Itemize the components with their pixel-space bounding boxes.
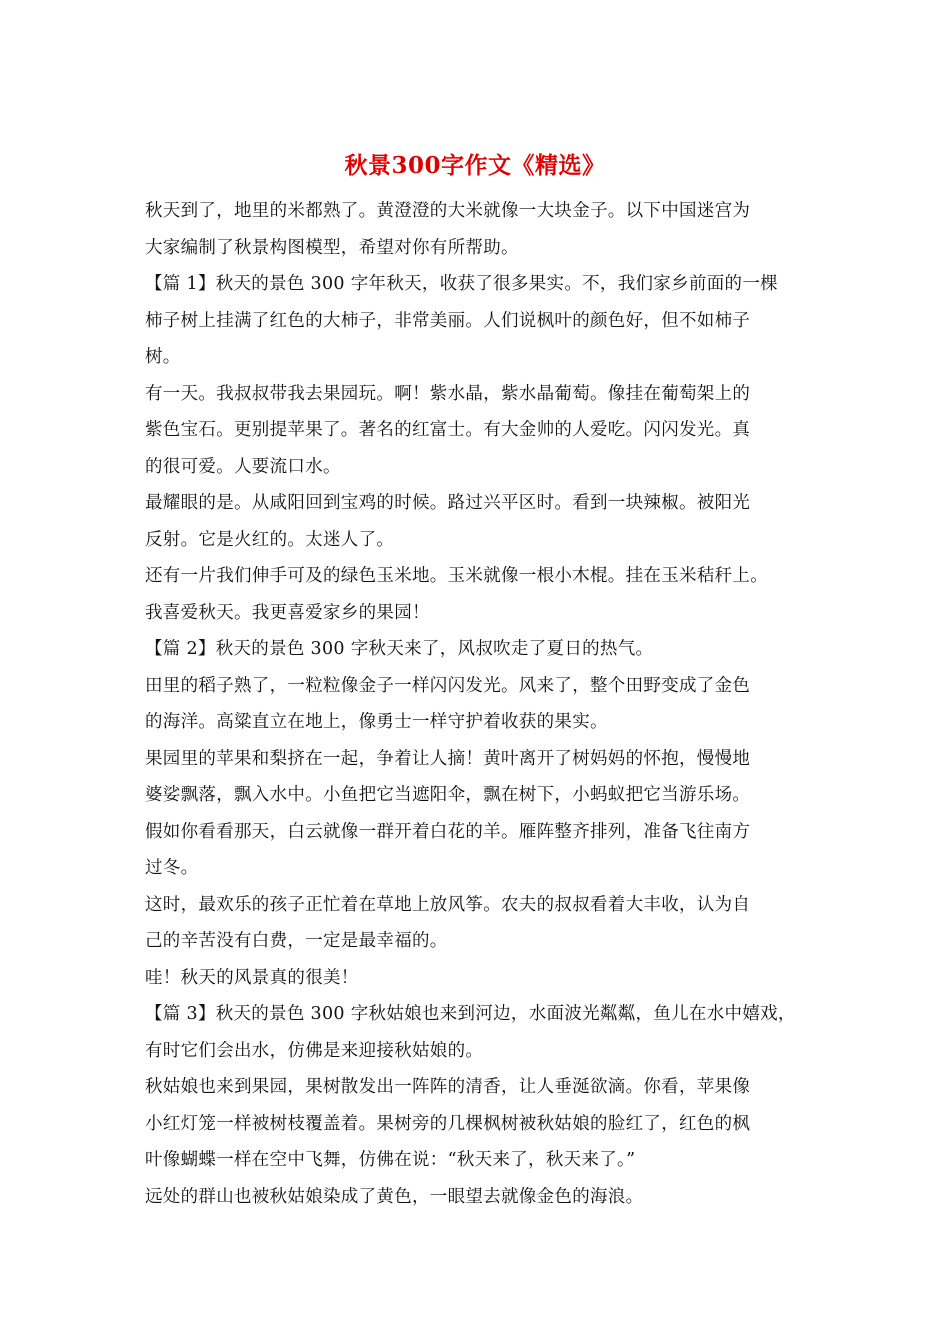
text-line: 最耀眼的是。从咸阳回到宝鸡的时候。路过兴平区时。看到一块辣椒。被阳光 xyxy=(145,493,751,513)
page-title: 秋景300字作文《精选》 xyxy=(344,152,606,179)
text-line: 我喜爱秋天。我更喜爱家乡的果园！ xyxy=(145,602,430,623)
text-line: 【篇 2】秋天的景色 300 字秋天来了，风叔吹走了夏日的热气。 xyxy=(145,639,654,659)
text-line: 果园里的苹果和梨挤在一起，争着让人摘！黄叶离开了树妈妈的怀抱，慢慢地 xyxy=(145,748,751,769)
text-line: 大家编制了秋景构图模型，希望对你有所帮助。 xyxy=(145,237,519,258)
text-line: 哇！秋天的风景真的很美！ xyxy=(145,967,359,988)
text-line: 小红灯笼一样被树枝覆盖着。果树旁的几棵枫树被秋姑娘的脸红了，红色的枫 xyxy=(145,1113,751,1134)
text-line: 的很可爱。人要流口水。 xyxy=(145,456,341,477)
text-line: 树。 xyxy=(145,347,181,367)
text-line: 秋天到了，地里的米都熟了。黄澄澄的大米就像一大块金子。以下中国迷宫为 xyxy=(145,201,751,221)
text-line: 过冬。 xyxy=(145,858,199,878)
text-line: 婆娑飘落，飘入水中。小鱼把它当遮阳伞，飘在树下，小蚂蚁把它当游乐场。 xyxy=(145,785,751,805)
essay-body xyxy=(145,196,845,1218)
text-line: 反射。它是火红的。太迷人了。 xyxy=(145,529,395,550)
text-line: 叶像蝴蝶一样在空中飞舞，仿佛在说：“秋天来了，秋天来了。” xyxy=(145,1150,636,1170)
text-line: 有一天。我叔叔带我去果园玩。啊！紫水晶，紫水晶葡萄。像挂在葡萄架上的 xyxy=(145,383,751,404)
text-line: 【篇 3】秋天的景色 300 字秋姑娘也来到河边，水面波光粼粼，鱼儿在水中嬉戏， xyxy=(145,1004,796,1024)
text-line: 紫色宝石。更别提苹果了。著名的红富士。有大金帅的人爱吃。闪闪发光。真 xyxy=(145,420,751,440)
text-line: 这时，最欢乐的孩子正忙着在草地上放风筝。农夫的叔叔看着大丰收，认为自 xyxy=(145,894,751,915)
text-line: 远处的群山也被秋姑娘染成了黄色，一眼望去就像金色的海浪。 xyxy=(145,1186,644,1207)
text-line: 【篇 1】秋天的景色 300 字年秋天，收获了很多果实。不，我们家乡前面的一棵 xyxy=(145,274,778,294)
text-line: 柿子树上挂满了红色的大柿子，非常美丽。人们说枫叶的颜色好，但不如柿子 xyxy=(145,310,751,331)
text-line: 秋姑娘也来到果园，果树散发出一阵阵的清香，让人垂涎欲滴。你看，苹果像 xyxy=(145,1077,751,1097)
text-line: 假如你看看那天，白云就像一群开着白花的羊。雁阵整齐排列，准备飞往南方 xyxy=(145,821,751,842)
text-line: 的海洋。高粱直立在地上，像勇士一样守护着收获的果实。 xyxy=(145,712,608,732)
text-line: 还有一片我们伸手可及的绿色玉米地。玉米就像一根小木棍。挂在玉米秸秆上。 xyxy=(145,566,768,586)
text-line: 田里的稻子熟了，一粒粒像金子一样闪闪发光。风来了，整个田野变成了金色 xyxy=(145,675,751,696)
text-line: 有时它们会出水，仿佛是来迎接秋姑娘的。 xyxy=(145,1040,484,1061)
text-line: 己的辛苦没有白费，一定是最幸福的。 xyxy=(145,931,448,951)
